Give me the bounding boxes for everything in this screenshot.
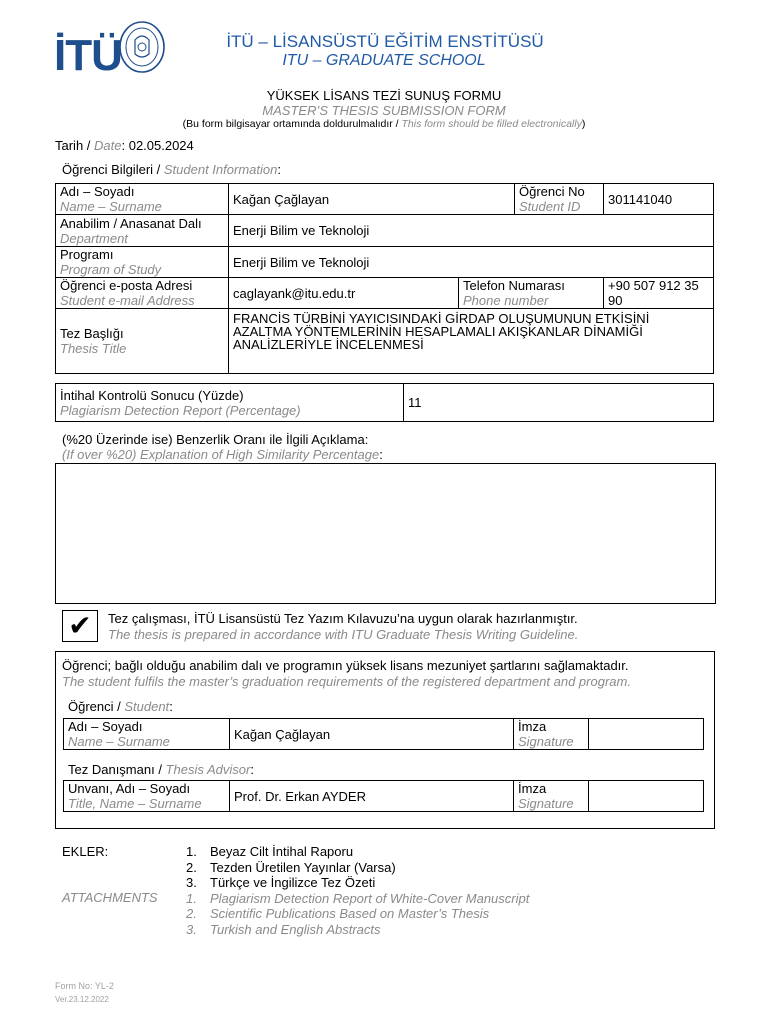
department-label-cell: Anabilim / Anasanat Dalı Department [56,215,229,247]
advisor-name-value[interactable]: Prof. Dr. Erkan AYDER [230,781,514,812]
email-label-cell: Öğrenci e-posta Adresi Student e-mail Address [56,278,229,309]
form-note: (Bu form bilgisayar ortamında doldurulmalıdır / This form should be filled electronically) [182,118,586,130]
declaration-text: Öğrenci; bağlı olduğu anabilim dalı ve programın yüksek lisans mezuniyet şartlarını sağlamaktadır. The student fulfils the master’s graduation requirements of the registered department and program. [62,658,631,689]
attachment-item-en: 3. Turkish and English Abstracts [186,921,381,937]
date-value: : 02.05.2024 [121,138,194,153]
program-value[interactable]: Enerji Bilim ve Teknoloji [229,247,714,278]
advisor-heading: Tez Danışmanı / Thesis Advisor: [68,762,254,777]
attachments-list [186,844,529,937]
guideline-checkbox[interactable]: ✔ [62,610,98,642]
explanation-textarea[interactable] [55,463,716,604]
itu-logo: İTÜ [54,31,122,80]
name-value[interactable]: Kağan Çağlayan [229,184,515,215]
phone-label-cell: Telefon Numarası Phone number [459,278,604,309]
attachment-item-en: 2. Scientific Publications Based on Master’s Thesis [186,906,490,921]
form-title-tr: YÜKSEK LİSANS TEZİ SUNUŞ FORMU [266,88,502,103]
student-info-heading: Öğrenci Bilgileri / Student Information: [62,162,281,177]
program-label-cell: Programı Program of Study [56,247,229,278]
form-title-en: MASTER’S THESIS SUBMISSION FORM [262,103,506,118]
student-info-table [55,183,714,374]
attachment-item: 1. Beyaz Cilt İntihal Raporu [186,844,354,859]
department-value[interactable]: Enerji Bilim ve Teknoloji [229,215,714,247]
advisor-signature-table [63,780,704,812]
plagiarism-table [55,383,714,422]
student-name-value[interactable]: Kağan Çağlayan [230,719,514,750]
plagiarism-label-cell: İntihal Kontrolü Sonucu (Yüzde) Plagiarism Detection Report (Percentage) [56,384,404,422]
institute-name-tr: İTÜ – LİSANSÜSTÜ EĞİTİM ENSTİTÜSÜ [226,32,544,51]
guideline-text: Tez çalışması, İTÜ Lisansüstü Tez Yazım Kılavuzu’na uygun olarak hazırlanmıştır. The thesis is prepared in accordance with ITU Graduate Thesis Writing Guideline. [108,611,579,642]
plagiarism-value[interactable]: 11 [404,384,714,422]
attachments-label-en: ATTACHMENTS [62,890,158,905]
student-signature-field[interactable] [589,719,704,750]
student-id-value[interactable]: 301141040 [604,184,714,215]
thesis-title-label-cell: Tez Başlığı Thesis Title [56,309,229,374]
explanation-label: (%20 Üzerinde ise) Benzerlik Oranı ile İlgili Açıklama: (If over %20) Explanation of High Similarity Percentage: [62,432,383,462]
student-signature-table [63,718,704,750]
thesis-title-value[interactable]: FRANCİS TÜRBİNİ YAYICISINDAKİ GİRDAP OLUŞUMUNUN ETKİSİNİ AZALTMA YÖNTEMLERİNİN HESAPLAMALI AKIŞKANLAR DİNAMİĞİ ANALİZLERİYLE İNCELENMESİ [229,309,714,374]
student-id-label-cell: Öğrenci No Student ID [515,184,604,215]
attachments-label-tr: EKLER: [62,844,109,859]
attachment-item-en: 1. Plagiarism Detection Report of White-Cover Manuscript [186,890,530,906]
date-line: Tarih / Date: 02.05.2024 [55,138,194,153]
student-heading: Öğrenci / Student: [68,699,173,714]
form-version: Ver.23.12.2022 [55,995,109,1004]
email-value[interactable]: caglayank@itu.edu.tr [229,278,459,309]
form-number: Form No: YL-2 [55,981,114,991]
name-label-cell: Adı – Soyadı Name – Surname [56,184,229,215]
student-name-label-cell: Adı – Soyadı Name – Surname [64,719,230,750]
advisor-signature-field[interactable] [589,781,704,812]
attachment-item: 2. Tezden Üretilen Yayınlar (Varsa) [186,859,396,875]
advisor-label-cell: Unvanı, Adı – Soyadı Title, Name – Surname [64,781,230,812]
institute-name-en: ITU – GRADUATE SCHOOL [282,52,486,69]
attachment-item: 3. Türkçe ve İngilizce Tez Özeti [186,875,376,890]
student-signature-label-cell: İmza Signature [514,719,589,750]
advisor-signature-label-cell: İmza Signature [514,781,589,812]
phone-value[interactable]: +90 507 912 35 90 [604,278,714,309]
